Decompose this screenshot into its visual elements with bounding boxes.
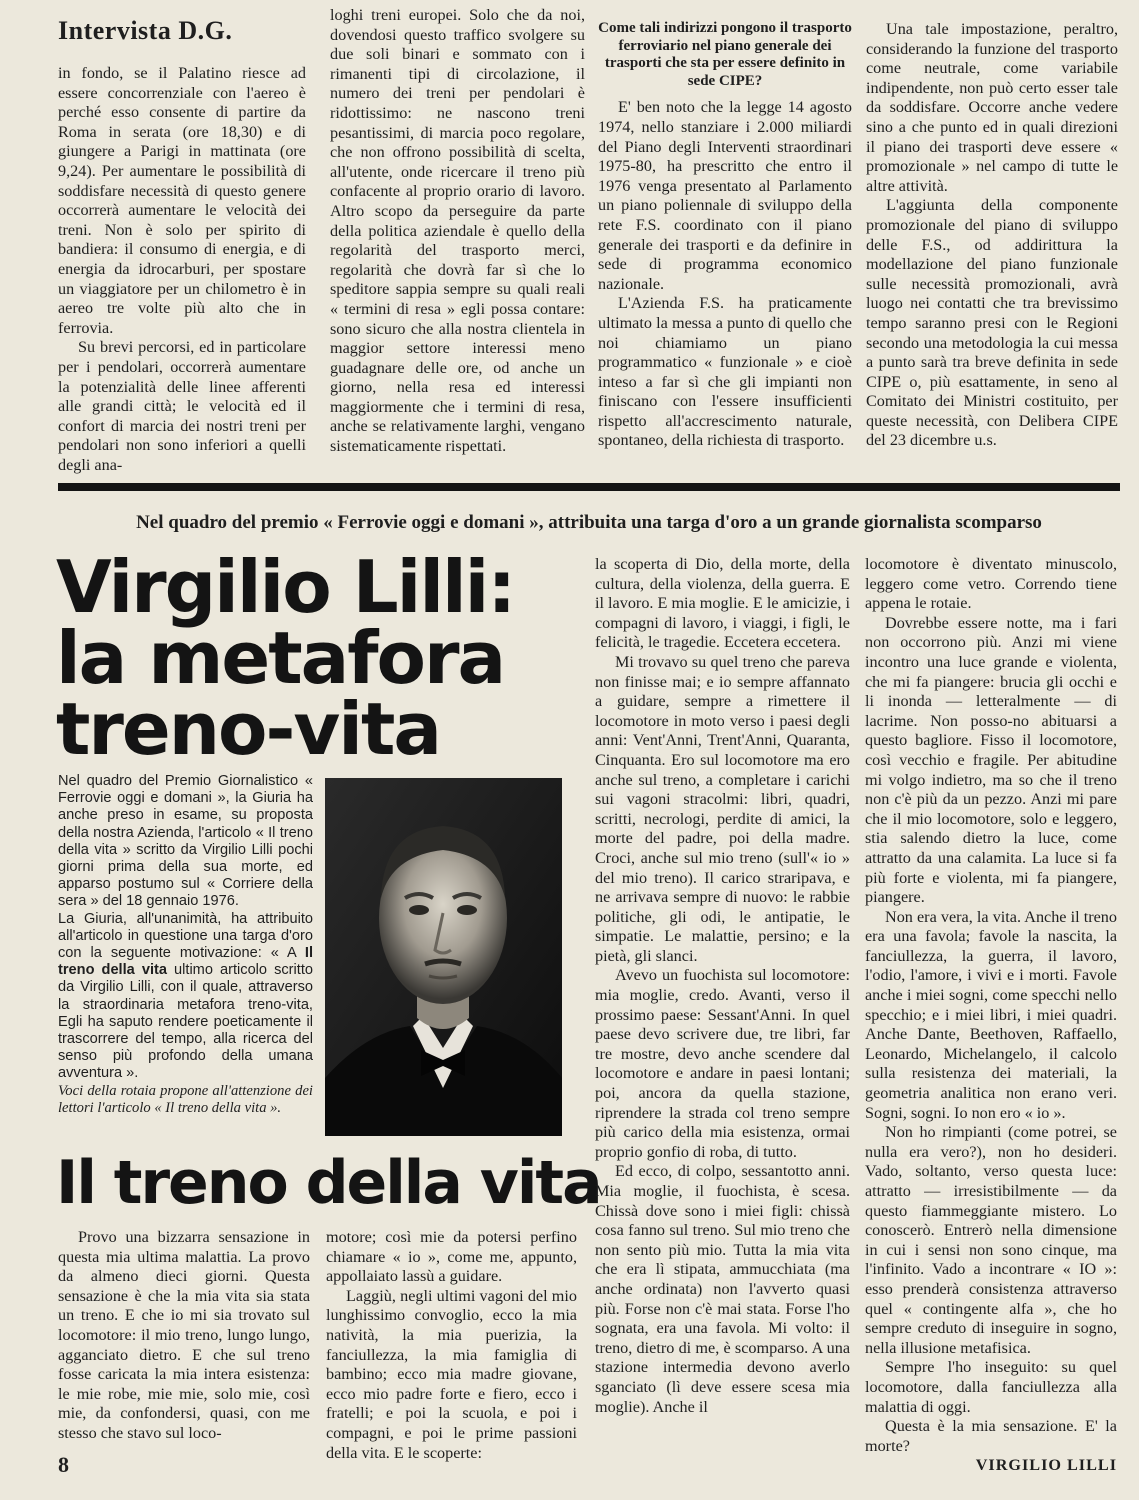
page-number: 8 [58, 1452, 69, 1477]
interview-column-3 [598, 20, 852, 451]
paragraph: E' ben noto che la legge 14 agosto 1974, nello stanziare i 2.000 miliardi del Piano degli Interventi straordinari 1975-80, ha prescritto che entro il 1976 venga presentato al Parlamento un piano poliennale di sviluppo della rete F.S. coordinato con il piano generale dei trasporti e da definire in sede di programma economico nazionale. [598, 98, 852, 293]
paragraph: Su brevi percorsi, ed in particolare per i pendolari, occorrerà aumentare la potenzialità delle linee afferenti alle grandi città; le velocità ed il confort di marcia dei nostri treni per pendolari non sono inferiori a quelli degli ana- [58, 338, 306, 474]
paragraph: Provo una bizzarra sensazione in questa mia ultima malattia. La provo da almeno dieci giorni. Questa sensazione è che la mia vita sia stata un treno. E che io mi sia trovato sul locomotore: il mio treno, lungo lungo, agganciato dietro. E che sul treno fosse caricata la mia intera esistenza: le mie robe, mie mie, solo mie, così mie, da confondersi, quasi, con me stesso che stavo sul loco- [58, 1228, 310, 1442]
article-column-4 [865, 555, 1117, 1476]
paragraph: Non ho rimpianti (come potrei, se nulla era vero?), non ho desideri. Vado, soltanto, verso questa luce: attratto — irresistibilmente — da questo fiammeggiante mistero. Lo conoscerò. Entrerò nella dimensione in cui i sensi non sono cinque, ma l'infinito. Vado a incontrare « IO »: esso prenderà consistenza attraverso quel « contingente alfa », che ho sempre creduto di inseguire in sogno, nella illusione metafisica. [865, 1123, 1117, 1357]
paragraph: Ed ecco, di colpo, sessantotto anni. Mia moglie, il fuochista, è scesa. Chissà dove sono i miei figli: chissà cosa fanno sul treno. Sul mio treno che non sento più mio. Tutta la mia vita che era lì stipata, ammucchiata (ma anche ordinata) non l'avverto quasi più. Forse non c'è mai stata. Forse l'ho sognata, era una favola. Mi volto: il treno, dietro di me, è scomparso. A una stazione intermedia devono averlo sganciato (lì deve essere scesa mia moglie). Anche il [595, 1162, 850, 1416]
section-divider [58, 483, 1120, 491]
paragraph: locomotore è diventato minuscolo, leggero come vetro. Correndo tiene appena le rotaie. [865, 555, 1117, 613]
paragraph: Sempre l'ho inseguito: su quel locomotore, dalla fanciullezza alla malattia di oggi. [865, 1358, 1117, 1416]
article-column-2 [326, 1228, 577, 1463]
paragraph: Una tale impostazione, peraltro, considerando la funzione del trasporto come neutrale, come variabile indipendente, non può certo esser tale da soddisfare. Occorre anche vedere sino a che punto ed in quali direzioni il piano dei trasporti deve essere « promozionale » nel campo di tutte le altre attività. [866, 20, 1118, 195]
headline [56, 545, 576, 771]
portrait-photo [325, 778, 562, 1136]
author-signature: VIRGILIO LILLI [975, 1456, 1117, 1475]
paragraph: Non era vera, la vita. Anche il treno era una favola; favole la nascita, la fanciullezza, la guerra, il lavoro, l'odio, l'amore, i vivi e i morti. Favole anche i miei sogni, come specchi nello specchio; e i miei libri, i miei quadri. Anche Dante, Beethoven, Raffaello, Leonardo, Michelangelo, il calcolo sulla resistenza dei materiali, la geometria analitica non erano veri. Sogni, sogni. Io non ero « io ». [865, 907, 1117, 1122]
paragraph: Mi trovavo su quel treno che pareva non finisse mai; e io sempre affannato a guidare, sempre a rimettere il locomotore in moto verso i paesi degli anni: Vent'Anni, Trent'Anni, Quaranta, Cinquanta. Ero sul locomotore ma ero anche sul treno, a completare i carichi sui vagoni stracolmi: libri, quadri, scritti, necrologi, perdite di amici, la morte del padre, poi della madre. Croci, anche sul mio treno (sull'« io » del mio treno). Il carico straripava, e ne arrivava sempre di nuovo: le rabbie politiche, gli odi, le antipatie, le simpatie. Le malattie, persino; e la pietà, gli slanci. [595, 652, 850, 965]
intro-text-part: ultimo articolo scritto da Virgilio Lilli, con il quale, attraverso la straordinaria metafora treno-vita, Egli ha saputo rendere poeticamente il trascorrere del tempo, alla ricerca del senso più profondo della umana avventura ». [58, 962, 314, 1082]
article-title: Il treno della vita [56, 1148, 601, 1218]
interview-question: Come tali indirizzi pongono il trasporto ferroviario nel piano generale dei trasporti che sta per essere definito in sede CIPE? [598, 20, 852, 89]
paragraph: Dovrebbe essere notte, ma i fari non occorrono più. Anzi mi viene incontro una luce grande e violenta, che mi fa piangere: brucia gli occhi e li inonda — letteralmente — di lacrime. Non posso-no abituarsi a questo bagliore. Fisso il locomotore, così vecchio e fragile. Per abitudine mi volgo indietro, ma so che il treno non c'è più da un pezzo. Anzi mi pare che il mio locomotore, solo e leggero, stia salendo dietro la luce, come attratto da una calamita. La luce si fa più forte e violenta, mi fa piangere, piangere. [865, 613, 1117, 907]
portrait-illustration [325, 778, 562, 1136]
article-column-3 [595, 555, 850, 1417]
running-head: Intervista D.G. [58, 16, 233, 45]
intro-article-title: Il treno della vita [58, 945, 313, 979]
paragraph: L'aggiunta della componente promozionale del piano di sviluppo delle F.S., od addirittura la modellazione del piano funzionale sulle necessità promozionali, avrà luogo nei contatti che tra brevissimo tempo saranno presi con le Regioni secondo una metodologia la cui messa a punto sarà tra breve definita in sede CIPE o, più esattamente, in seno al Comitato dei Ministri costituito, per queste necessità, con Delibera CIPE del 23 dicembre u.s. [866, 196, 1118, 450]
intro-paragraph [58, 911, 313, 1083]
headline-line: la metafora [56, 616, 505, 700]
headline-line: treno-vita [56, 687, 440, 771]
headline-line: Virgilio Lilli: [56, 545, 515, 629]
paragraph: loghi treni europei. Solo che da noi, dovendosi questo traffico svolgere su due soli binari e sommato con i rimanenti tipi di circolazione, il numero dei treni per pendolari è ridottissimo: ne nascono treni pesantissimi, di marcia poco regolare, che non offrono possibilità di scelta, all'utente, onde ricercare il treno più confacente al proprio orario di lavoro. Altro scopo da perseguire da parte della politica aziendale è quello della regolarità del trasporto merci, regolarità che dovrà far sì che lo speditore sappia sempre su quali reali « termini di resa » egli possa contare: sono sicuro che alla nostra clientela in maggior settore interessi meno guadagnare delle ore, od anche un giorno, nella resa ed interessi maggiormente che i termini di resa, anche se relativamente larghi, vengano sistematicamente rispettati. [330, 6, 585, 456]
paragraph: la scoperta di Dio, della morte, della cultura, della violenza, della guerra. E il lavoro. E mia moglie. E le amicizie, i compagni di lavoro, i viaggi, i figli, le felicità, le tragedie. Eccetera eccetera. [595, 555, 850, 652]
paragraph: Questa è la mia sensazione. E' la morte? [865, 1417, 1117, 1455]
intro-paragraph: Nel quadro del Premio Giornalistico « Ferrovie oggi e domani », la Giuria ha anche preso in esame, su proposta della nostra Azienda, l'articolo « Il treno della vita » scritto da Virgilio Lilli pochi giorni prima della sua morte, ed apparso postumo sul « Corriere della sera » del 18 gennaio 1976. [58, 773, 313, 910]
kicker: Nel quadro del premio « Ferrovie oggi e domani », attribuita una targa d'oro a un grande giornalista scomparso [136, 512, 1042, 533]
interview-column-4 [866, 20, 1118, 451]
article-column-1 [58, 1228, 310, 1444]
interview-column-1 [58, 64, 306, 475]
interview-column-2 [330, 6, 585, 457]
intro-text-part: La Giuria, all'unanimità, ha attribuito all'articolo in questione una targa d'oro con la seguente motivazione: « A [58, 910, 313, 962]
intro-text [58, 773, 313, 1117]
paragraph: in fondo, se il Palatino riesce ad essere concorrenziale con l'aereo è perché esso consente di partire da Roma in serata (ore 18,30) e di giungere a Parigi in mattinata (ore 9,24). Per aumentare le possibilità di soddisfare necessità di questo genere occorrerà aumentare le velocità dei treni. Non è solo per spirito di bandiera: il consumo di energia, e di energia da idrocarburi, per spostare un viaggiatore per un chilometro è in aereo tre volte più alto che in ferrovia. [58, 64, 306, 337]
paragraph: Laggiù, negli ultimi vagoni del mio lunghissimo convoglio, ecco la mia natività, la mia puerizia, la fanciullezza, la mia famiglia di bambino; ecco mia madre giovane, ecco mio padre forte e fiero, ecco i fratelli; e poi la scuola, e poi i compagni, e poi le prime passioni della vita. E le scoperte: [326, 1286, 577, 1462]
paragraph: motore; così mie da potersi perfino chiamare « io », come me, appunto, appollaiato lassù a guidare. [326, 1228, 577, 1286]
paragraph: Avevo un fuochista sul locomotore: mia moglie, credo. Avanti, verso il prossimo paese: Sessant'Anni. In quel paese devo scrivere due, tre libri, far tre mostre, devo anche scendere dal locomotore e andare in paesi lontani; poi, ancora da quella stazione, riprendere la strada col treno sempre più carico della mia esistenza, ormai proprio gonfio di roba, di tutto. [595, 966, 850, 1161]
intro-caption: Voci della rotaia propone all'attenzione dei lettori l'articolo « Il treno della vita ». [58, 1082, 313, 1116]
paragraph: L'Azienda F.S. ha praticamente ultimato la messa a punto di quello che noi chiamiamo un piano programmatico « funzionale » e cioè inteso a far sì che gli impianti non finiscano con l'essere insufficienti rispetto all'accrescimento naturale, spontaneo, della richiesta di trasporto. [598, 294, 852, 450]
